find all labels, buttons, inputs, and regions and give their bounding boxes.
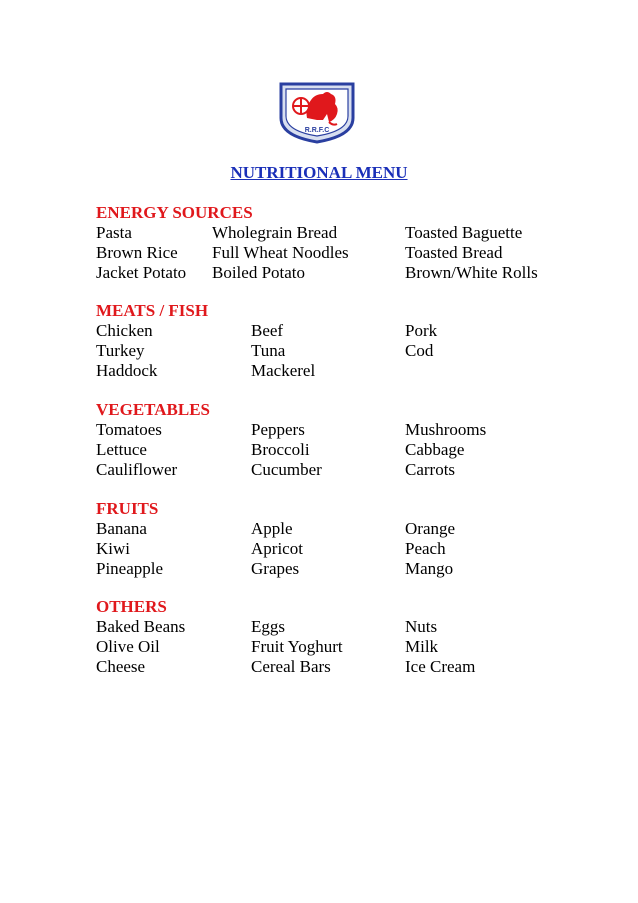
menu-item: Haddock (96, 361, 158, 380)
menu-item: Beef (251, 321, 284, 340)
menu-item: Cod (405, 341, 434, 360)
list-item (96, 460, 566, 480)
menu-item: Toasted Baguette (405, 223, 523, 242)
menu-item: Tomatoes (96, 420, 162, 439)
list-item (96, 420, 566, 440)
menu-item: Mushrooms (405, 420, 487, 439)
crest-text: R.R.F.C (304, 127, 330, 134)
page-title: NUTRITIONAL MENU (230, 163, 408, 182)
menu-item: Peach (405, 539, 446, 558)
menu-item: Boiled Potato (212, 263, 306, 282)
menu-item: Carrots (405, 460, 456, 479)
section-heading: OTHERS (96, 597, 167, 616)
menu-item: Cauliflower (96, 460, 178, 479)
menu-item: Pork (405, 321, 438, 340)
list-item (96, 519, 566, 539)
menu-item: Pineapple (96, 559, 164, 578)
menu-item: Turkey (96, 341, 145, 360)
menu-item: Pasta (96, 223, 132, 242)
list-item (96, 440, 566, 460)
menu-item: Jacket Potato (96, 263, 187, 282)
menu-item: Apple (251, 519, 293, 538)
list-item (96, 559, 566, 579)
section-meats-fish (96, 301, 566, 381)
section-heading: FRUITS (96, 499, 159, 518)
menu-item: Baked Beans (96, 617, 186, 636)
section-heading: VEGETABLES (96, 400, 211, 419)
list-item (96, 657, 566, 677)
menu-item: Apricot (251, 539, 303, 558)
menu-item: Broccoli (251, 440, 310, 459)
menu-item: Eggs (251, 617, 285, 636)
list-item (96, 263, 566, 283)
menu-item: Ice Cream (405, 657, 476, 676)
menu-item: Lettuce (96, 440, 147, 459)
menu-item: Mackerel (251, 361, 316, 380)
menu-item: Kiwi (96, 539, 130, 558)
menu-item: Full Wheat Noodles (212, 243, 349, 262)
menu-item: Cabbage (405, 440, 465, 459)
section-fruits (96, 499, 566, 579)
menu-item: Milk (405, 637, 439, 656)
list-item (96, 341, 566, 361)
menu-item: Toasted Bread (405, 243, 503, 262)
section-energy-sources (96, 203, 566, 283)
menu-item: Brown/White Rolls (405, 263, 538, 282)
menu-item: Fruit Yoghurt (251, 637, 343, 656)
menu-item: Orange (405, 519, 456, 538)
list-item (96, 361, 566, 381)
list-item (96, 539, 566, 559)
section-vegetables (96, 400, 566, 480)
crest-shield-icon (277, 80, 357, 144)
section-heading: ENERGY SOURCES (96, 203, 253, 222)
menu-item: Olive Oil (96, 637, 160, 656)
menu-item: Mango (405, 559, 454, 578)
menu-item: Nuts (405, 617, 438, 636)
list-item (96, 637, 566, 657)
section-others (96, 597, 566, 677)
menu-item: Banana (96, 519, 147, 538)
club-crest-logo (277, 80, 357, 144)
list-item (96, 617, 566, 637)
menu-item: Cheese (96, 657, 146, 676)
section-heading: MEATS / FISH (96, 301, 209, 320)
menu-item: Grapes (251, 559, 300, 578)
list-item (96, 223, 566, 243)
menu-item: Peppers (251, 420, 305, 439)
menu-item: Chicken (96, 321, 153, 340)
menu-item: Cucumber (251, 460, 322, 479)
list-item (96, 243, 566, 263)
menu-item: Cereal Bars (251, 657, 331, 676)
menu-item: Brown Rice (96, 243, 178, 262)
menu-item: Tuna (251, 341, 286, 360)
list-item (96, 321, 566, 341)
menu-item: Wholegrain Bread (212, 223, 338, 242)
